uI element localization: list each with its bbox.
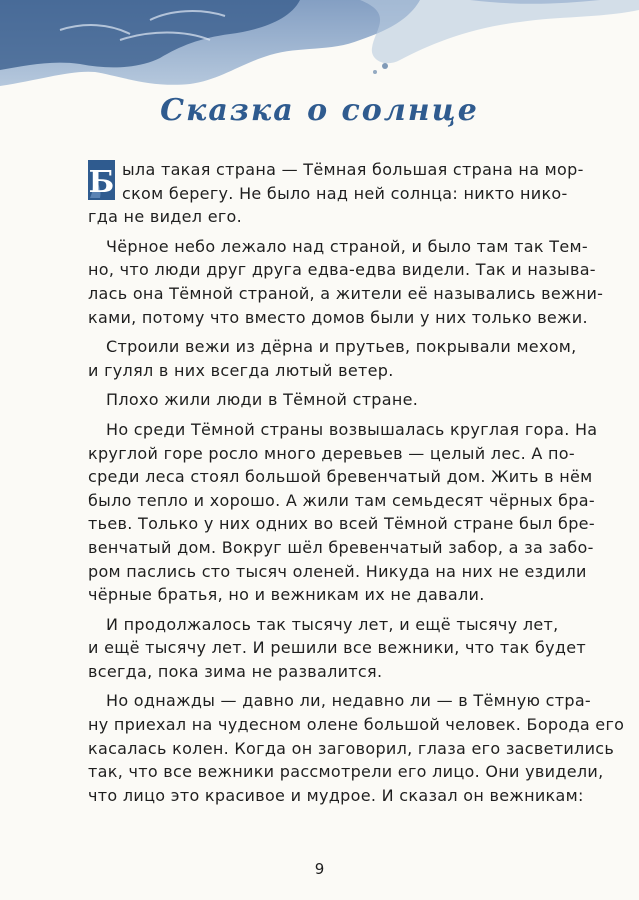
text-line: лась она Тёмной страной, а жители её назывались вежни-	[88, 283, 604, 303]
text-line: венчатый дом. Вокруг шёл бревенчатый забор, а за забо-	[88, 537, 594, 557]
text-line: но, что люди друг друга едва-едва видели. Так и называ-	[88, 260, 596, 280]
text-line: что лицо это красивое и мудрое. И сказал он вежникам:	[88, 785, 584, 805]
paragraph	[88, 235, 604, 329]
paragraph	[88, 335, 577, 382]
text-line: ну приехал на чудесном олене большой человек. Борода его	[88, 715, 625, 735]
text-line: гда не видел его.	[88, 207, 243, 227]
text-line: Но среди Тёмной страны возвышалась круглая гора. На	[106, 419, 598, 439]
text-line: Но однажды — давно ли, недавно ли — в Тёмную стра-	[106, 691, 592, 711]
page-number: 9	[314, 860, 325, 878]
text-line: тьев. Только у них одних во всей Тёмной стране был бре-	[88, 514, 595, 534]
paragraph	[88, 689, 625, 807]
text-line: было тепло и хорошо. А жили там семьдесят чёрных бра-	[88, 490, 595, 510]
text-line: Чёрное небо лежало над страной, и было там так Тем-	[106, 236, 588, 256]
text-line: и гулял в них всегда лютый ветер.	[88, 360, 394, 380]
text-line: ыла такая страна — Тёмная большая страна на мор-	[122, 160, 584, 179]
text-line: ском берегу. Не было над ней солнца: никто нико-	[122, 183, 568, 203]
drop-cap-letter	[88, 160, 115, 200]
paragraph	[88, 388, 554, 412]
paragraph	[88, 418, 598, 607]
text-line: так, что все вежники рассмотрели его лицо. Они увидели,	[88, 762, 604, 782]
text-line: И продолжалось так тысячу лет, и ещё тысячу лет,	[106, 614, 559, 634]
paragraph	[88, 158, 584, 229]
text-line: ками, потому что вместо домов были у них только вежи.	[88, 307, 588, 327]
page-title: Сказка о солнце	[160, 93, 479, 128]
text-line: чёрные братья, но и вежникам их не давали.	[88, 585, 485, 605]
decorative-header-illustration	[0, 0, 639, 95]
text-line: Плохо жили люди в Тёмной стране.	[106, 390, 419, 410]
text-line: всегда, пока зима не развалится.	[88, 661, 383, 681]
text-line: среди леса стоял большой бревенчатый дом. Жить в нём	[88, 467, 593, 487]
text-line: и ещё тысячу лет. И решили все вежники, что так будет	[88, 638, 587, 658]
story-text	[88, 158, 625, 813]
text-line: касалась колен. Когда он заговорил, глаза его засветились	[88, 738, 615, 758]
text-line: круглой горе росло много деревьев — целый лес. А по-	[88, 443, 575, 463]
paragraph	[88, 613, 587, 684]
text-line: ром паслись сто тысяч оленей. Никуда на них не ездили	[88, 561, 587, 581]
svg-text:Б: Б	[88, 165, 115, 200]
text-line: Строили вежи из дёрна и прутьев, покрывали мехом,	[106, 337, 577, 357]
